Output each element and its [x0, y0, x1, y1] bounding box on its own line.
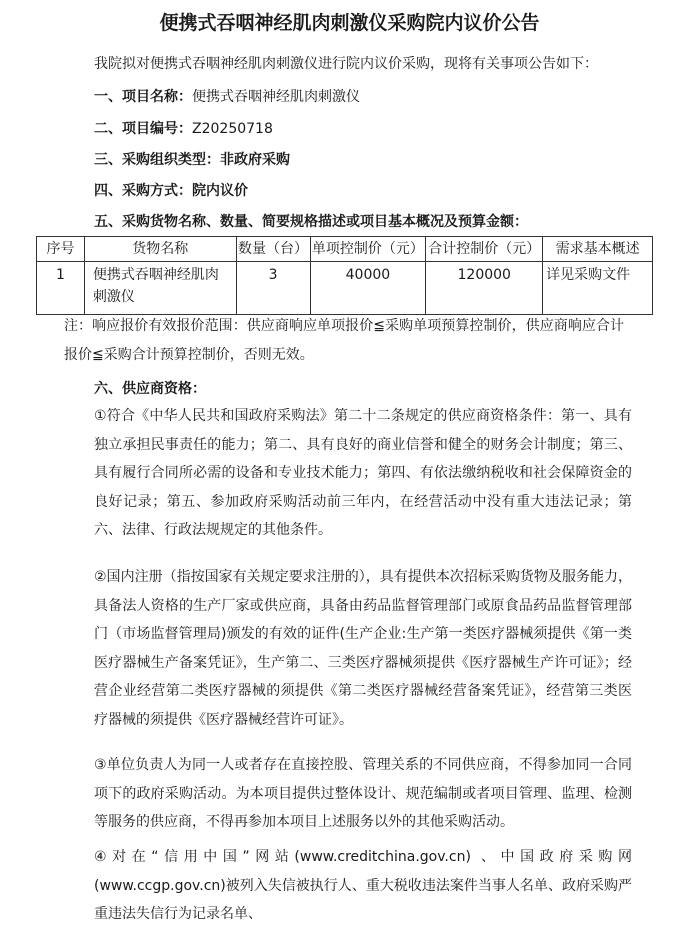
item-project-name-value: 便携式吞咽神经肌肉刺激仪 — [192, 89, 360, 105]
qualification-text-3: ③单位负责人为同一人或者存在直接控股、管理关系的不同供应商，不得参加同一合同项下的政府采购活动。为本项目提供过整体设计、规范编制或者项目管理、监理、检测等服务的供应商，不得再参加本项目上述服务以外的其他采购活动。 — [94, 757, 632, 830]
item-method — [94, 180, 248, 200]
item-project-number-label: 二、项目编号： — [94, 121, 192, 137]
qualification-text-1: ①符合《中华人民共和国政府采购法》第二十二条规定的供应商资格条件：第一、具有独立承担民事责任的能力；第二、具有良好的商业信誉和健全的财务会计制度；第三、具有履行合同所必需的设备和专业技术能力；第四、有依法缴纳税收和社会保障资金的良好记录；第五、参加政府采购活动前三年内，在经营活动中没有重大违法记录；第六、法律、行政法规规定的其他条件。 — [94, 408, 632, 538]
item-org-type — [94, 149, 290, 169]
table-cell: 3 — [236, 262, 310, 315]
page-title: 便携式吞咽神经肌肉刺激仪采购院内议价公告 — [159, 12, 540, 34]
item-project-name-label: 一、项目名称： — [94, 89, 192, 105]
price-note: 注：响应报价有效报价范围：供应商响应单项报价≦采购单项预算控制价，供应商响应合计报价≦采购合计预算控制价，否则无效。 — [64, 318, 624, 363]
item-goods-heading: 五、采购货物名称、数量、简要规格描述或项目基本概况及预算金额： — [94, 214, 528, 230]
table-header-cell: 需求基本概述 — [543, 237, 653, 262]
table-header-cell: 单项控制价（元） — [310, 237, 426, 262]
table-cell: 1 — [37, 262, 85, 315]
table-cell: 详见采购文件 — [543, 262, 653, 315]
qualification-paragraph-1 — [66, 402, 632, 545]
table-cell: 120000 — [426, 262, 543, 315]
table-cell: 40000 — [310, 262, 426, 315]
qualification-text-2: ②国内注册（指按国家有关规定要求注册的），具有提供本次招标采购货物及服务能力，具备法人资格的生产厂家或供应商，具备由药品监督管理部门或原食品药品监督管理部门（市场监督管理局)颁发的有效的证件(生产企业:生产第一类医疗器械须提供《第一类医疗器械生产备案凭证》，生产第二、三类医疗器械须提供《医疗器械生产许可证》；经营企业经营第二类医疗器械的须提供《第二类医疗器械经营备案凭证》，经营第三类医疗器械的须提供《医疗器械经营许可证》。 — [94, 569, 632, 728]
item-method-label: 四、采购方式： — [94, 183, 192, 199]
qualification-text-4: ④对在“信用中国”网站(www.creditchina.gov.cn) 、中国政府采购网(www.ccgp.gov.cn)被列入失信被执行人、重大税收违法案件当事人名单、政府采购严重违法失信行为记录名单、 — [94, 849, 632, 922]
qualification-paragraph-3 — [66, 751, 632, 837]
item-method-value: 院内议价 — [192, 183, 248, 199]
table-cell: 便携式吞咽神经肌肉刺激仪 — [84, 262, 236, 315]
table-header-cell: 合计控制价（元） — [426, 237, 543, 262]
section-supplier-qualification: 六、供应商资格： — [94, 381, 206, 397]
table-header-cell: 序号 — [37, 237, 85, 262]
table-row — [37, 262, 653, 315]
intro-text: 我院拟对便携式吞咽神经肌肉刺激仪进行院内议价采购，现将有关事项公告如下： — [94, 56, 598, 72]
table-header-row — [37, 237, 653, 262]
qualification-paragraph-4 — [66, 843, 632, 929]
item-project-number — [94, 118, 273, 138]
qualification-paragraph-2 — [66, 563, 632, 734]
item-org-type-value: 非政府采购 — [220, 152, 290, 168]
item-project-number-value: Z20250718 — [192, 121, 273, 137]
table-header-cell: 货物名称 — [84, 237, 236, 262]
goods-table — [36, 236, 653, 315]
table-header-cell: 数量（台） — [236, 237, 310, 262]
item-project-name — [94, 86, 360, 106]
item-org-type-label: 三、采购组织类型： — [94, 152, 220, 168]
